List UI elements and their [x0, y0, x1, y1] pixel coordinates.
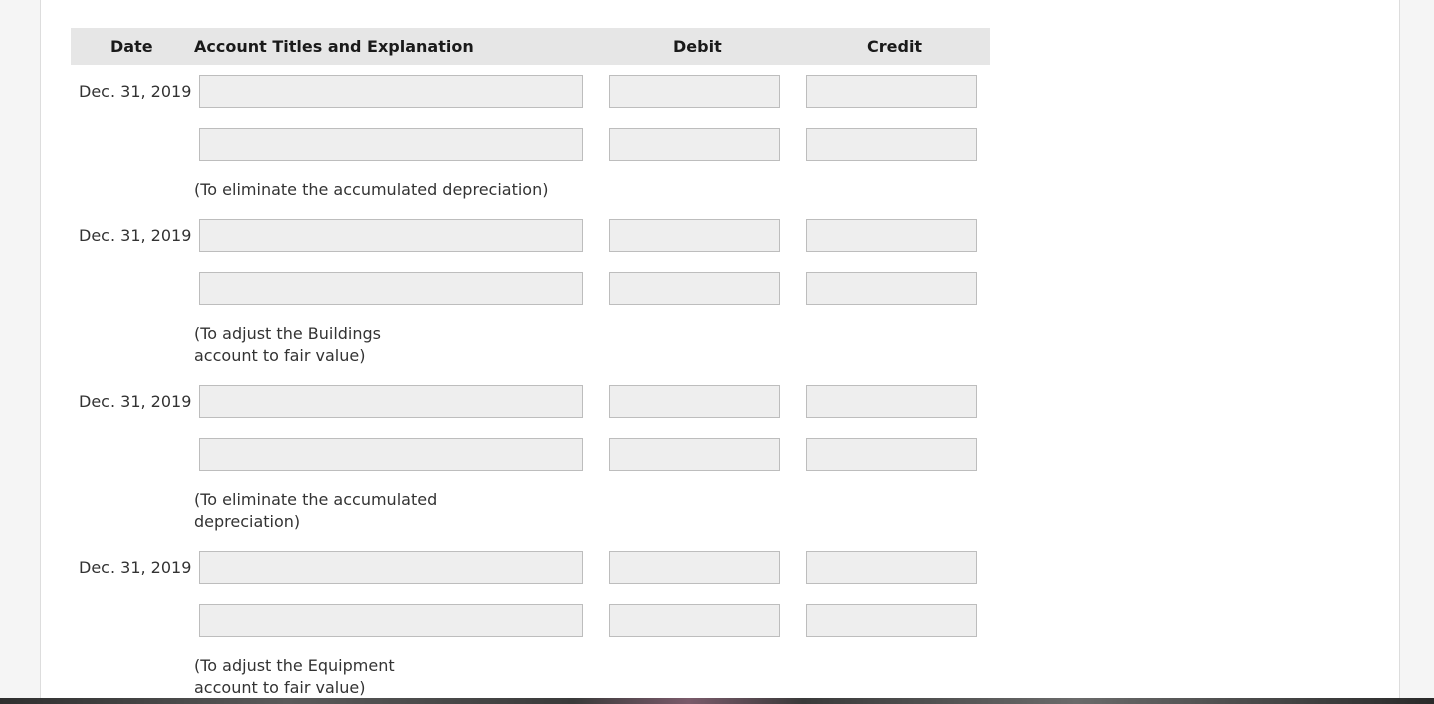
entry-explanation [194, 323, 381, 367]
debit-input[interactable] [609, 272, 780, 305]
debit-input[interactable] [609, 128, 780, 161]
account-title-input[interactable] [199, 272, 583, 305]
header-account-titles: Account Titles and Explanation [194, 37, 474, 56]
desktop-background-strip [0, 698, 1434, 704]
debit-input[interactable] [609, 438, 780, 471]
explanation-line: (To adjust the Buildings [194, 324, 381, 343]
credit-input[interactable] [806, 551, 977, 584]
entry-date: Dec. 31, 2019 [79, 226, 192, 245]
account-title-input[interactable] [199, 604, 583, 637]
instruction-text-fragment [70, 0, 1150, 5]
instruction-text-clipped [70, 0, 1150, 5]
account-title-input[interactable] [199, 75, 583, 108]
credit-input[interactable] [806, 219, 977, 252]
debit-input[interactable] [609, 219, 780, 252]
explanation-line: (To adjust the Equipment [194, 656, 395, 675]
credit-input[interactable] [806, 385, 977, 418]
entry-explanation [194, 489, 437, 533]
entry-explanation [194, 179, 548, 201]
account-title-input[interactable] [199, 219, 583, 252]
explanation-line: account to fair value) [194, 678, 366, 697]
journal-table-header [71, 28, 990, 65]
credit-input[interactable] [806, 128, 977, 161]
credit-input[interactable] [806, 438, 977, 471]
entry-explanation [194, 655, 395, 699]
explanation-line: account to fair value) [194, 346, 366, 365]
debit-input[interactable] [609, 551, 780, 584]
debit-input[interactable] [609, 75, 780, 108]
header-date: Date [110, 37, 153, 56]
explanation-line: (To eliminate the accumulated depreciation) [194, 180, 549, 199]
account-title-input[interactable] [199, 128, 583, 161]
account-title-input[interactable] [199, 438, 583, 471]
entry-date: Dec. 31, 2019 [79, 82, 192, 101]
account-title-input[interactable] [199, 385, 583, 418]
debit-input[interactable] [609, 604, 780, 637]
explanation-line: (To eliminate the accumulated [194, 490, 438, 509]
credit-input[interactable] [806, 272, 977, 305]
entry-date: Dec. 31, 2019 [79, 392, 192, 411]
header-debit: Debit [673, 37, 722, 56]
debit-input[interactable] [609, 385, 780, 418]
entry-date: Dec. 31, 2019 [79, 558, 192, 577]
explanation-line: depreciation) [194, 512, 301, 531]
account-title-input[interactable] [199, 551, 583, 584]
credit-input[interactable] [806, 604, 977, 637]
header-credit: Credit [867, 37, 923, 56]
credit-input[interactable] [806, 75, 977, 108]
